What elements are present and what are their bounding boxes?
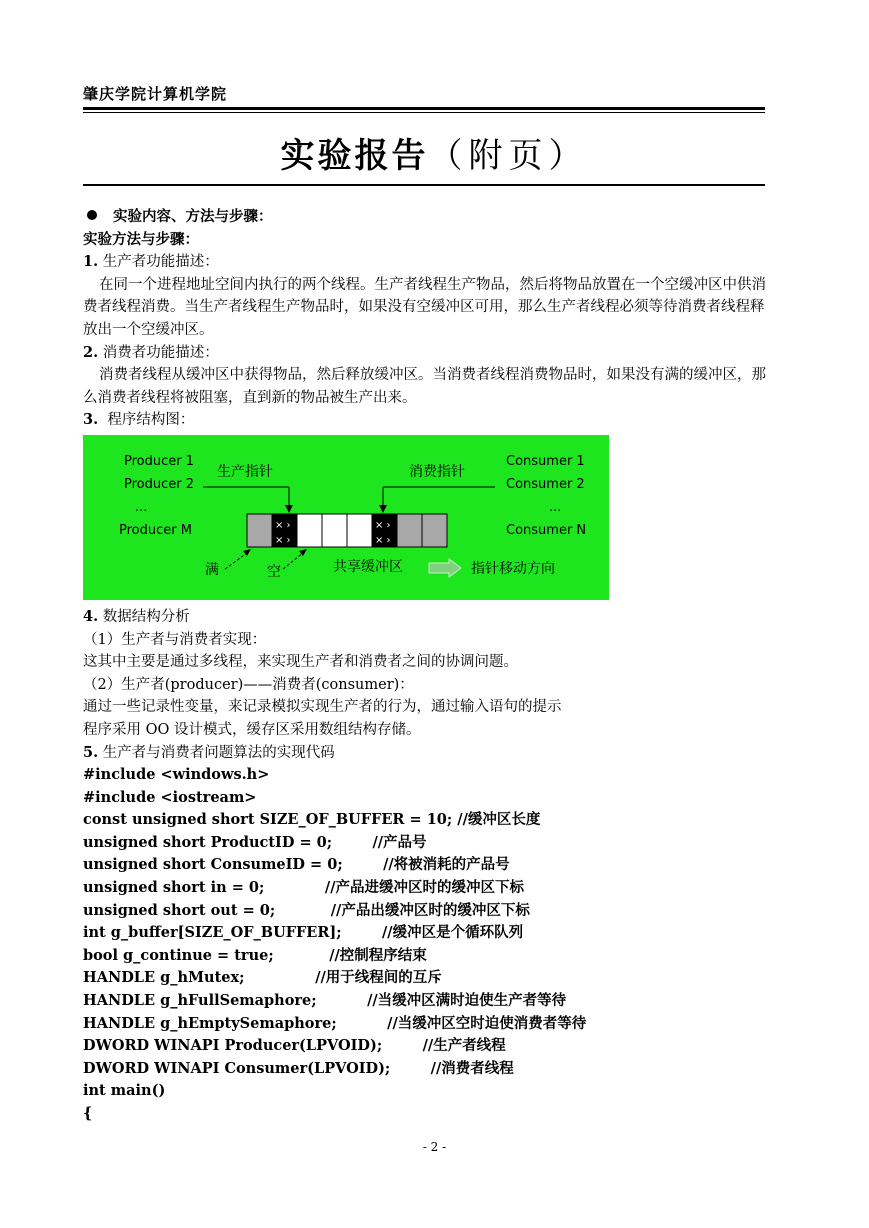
producer-label-1: Producer 1 bbox=[124, 453, 195, 469]
consumer-label-1: Consumer 1 bbox=[506, 453, 585, 469]
item4-sub2-body1: 通过一些记录性变量，来记录模拟实现生产者的行为，通过输入语句的提示 bbox=[83, 699, 562, 716]
code-line: unsigned short in = 0; //产品进缓冲区时的缓冲区下标 bbox=[83, 879, 525, 897]
full-label: 满 bbox=[205, 561, 219, 578]
title-rule bbox=[83, 184, 765, 186]
code-line: unsigned short out = 0; //产品出缓冲区时的缓冲区下标 bbox=[83, 901, 530, 919]
code-line: #include <windows.h> bbox=[83, 766, 270, 784]
full-pointer-arrowhead bbox=[243, 549, 251, 556]
buffer-cell-full bbox=[422, 514, 447, 547]
code-line: DWORD WINAPI Producer(LPVOID); //生产者线程 bbox=[83, 1037, 506, 1055]
code-line: bool g_continue = true; //控制程序结束 bbox=[83, 946, 427, 964]
code-line: HANDLE g_hEmptySemaphore; //当缓冲区空时迫使消费者等待 bbox=[83, 1014, 587, 1032]
method-heading: 实验方法与步骤： bbox=[83, 230, 199, 248]
buffer-cell-empty bbox=[322, 514, 347, 547]
full-pointer-dashed bbox=[225, 553, 247, 569]
consumer-label-ellipsis: ... bbox=[549, 499, 562, 515]
code-line: unsigned short ProductID = 0; //产品号 bbox=[83, 833, 427, 851]
code-line: DWORD WINAPI Consumer(LPVOID); //消费者线程 bbox=[83, 1059, 514, 1077]
direction-arrow-icon bbox=[429, 559, 461, 577]
item4-sub1: （1）生产者与消费者实现： bbox=[83, 631, 267, 648]
consumer-label-n: Consumer N bbox=[506, 522, 587, 538]
producer-pointer-label: 生产指针 bbox=[217, 463, 273, 480]
code-line: int main() bbox=[83, 1082, 166, 1100]
item2-heading: 2. 消费者功能描述： bbox=[83, 343, 219, 361]
shared-buffer-label: 共享缓冲区 bbox=[333, 558, 403, 575]
code-line: int g_buffer[SIZE_OF_BUFFER]; //缓冲区是个循环队列 bbox=[83, 924, 524, 942]
bullet-icon bbox=[87, 210, 97, 220]
title-paren: （附页） bbox=[428, 136, 589, 176]
buffer-cell-full bbox=[397, 514, 422, 547]
svg-text:× ›: × › bbox=[275, 519, 291, 531]
code-line: unsigned short ConsumeID = 0; //将被消耗的产品号 bbox=[83, 856, 510, 874]
buffer-cell-empty bbox=[297, 514, 322, 547]
page-number: - 2 - bbox=[422, 1140, 447, 1154]
item1-body: 在同一个进程地址空间内执行的两个线程。生产者线程生产物品，然后将物品放置在一个空缓冲区中供消费者线程消费。当生产者线程生产物品时，如果没有空缓冲区可用，那么生产者线程必须等待消费者线程释放出一个空缓冲区。 bbox=[83, 276, 766, 338]
code-line: const unsigned short SIZE_OF_BUFFER = 10; //缓冲区长度 bbox=[83, 811, 541, 829]
header-rule-thick bbox=[83, 107, 765, 110]
item2-body: 消费者线程从缓冲区中获得物品，然后释放缓冲区。当消费者线程消费物品时，如果没有满的缓冲区，那么消费者线程将被阻塞，直到新的物品被生产出来。 bbox=[83, 367, 766, 406]
program-structure-diagram bbox=[83, 435, 609, 600]
code-line: { bbox=[83, 1105, 93, 1122]
consumer-label-2: Consumer 2 bbox=[506, 476, 585, 492]
page-title bbox=[0, 128, 869, 177]
producer-label-ellipsis: ... bbox=[135, 499, 148, 515]
producer-pointer-arrowhead bbox=[285, 505, 293, 513]
empty-pointer-dashed bbox=[283, 553, 303, 569]
buffer-cell-full bbox=[247, 514, 272, 547]
code-line: HANDLE g_hFullSemaphore; //当缓冲区满时迫使生产者等待 bbox=[83, 992, 567, 1010]
direction-label: 指针移动方向 bbox=[471, 560, 555, 577]
consumer-pointer-label: 消费指针 bbox=[409, 463, 465, 480]
consumer-pointer-arrowhead bbox=[379, 505, 387, 513]
header-rule-thin bbox=[83, 112, 765, 113]
section-heading: 实验内容、方法与步骤： bbox=[83, 206, 773, 229]
code-block bbox=[83, 764, 773, 1126]
title-main: 实验报告 bbox=[280, 136, 429, 176]
svg-text:× ›: × › bbox=[375, 519, 391, 531]
svg-text:× ›: × › bbox=[275, 534, 291, 546]
header-organization: 肇庆学院计算机学院 bbox=[83, 85, 228, 103]
item3-heading: 3. 程序结构图： bbox=[83, 411, 195, 429]
document-body bbox=[83, 206, 773, 1126]
code-line: #include <iostream> bbox=[83, 788, 257, 806]
item4-sub2-body2: 程序采用 OO 设计模式，缓存区采用数组结构存储。 bbox=[83, 721, 421, 738]
item1-heading: 1. 生产者功能描述： bbox=[83, 253, 219, 271]
item4-heading: 4. 数据结构分析 bbox=[83, 607, 190, 625]
producer-label-2: Producer 2 bbox=[124, 476, 195, 492]
producer-label-m: Producer M bbox=[119, 522, 192, 538]
buffer-cell-empty bbox=[347, 514, 372, 547]
code-line: HANDLE g_hMutex; //用于线程间的互斥 bbox=[83, 969, 442, 987]
empty-label: 空 bbox=[267, 563, 281, 580]
svg-text:× ›: × › bbox=[375, 534, 391, 546]
item5-heading: 5. 生产者与消费者问题算法的实现代码 bbox=[83, 743, 335, 761]
item4-sub2: （2）生产者(producer)——消费者(consumer)： bbox=[83, 676, 414, 693]
item4-sub1-body: 这其中主要是通过多线程，来实现生产者和消费者之间的协调问题。 bbox=[83, 654, 518, 671]
